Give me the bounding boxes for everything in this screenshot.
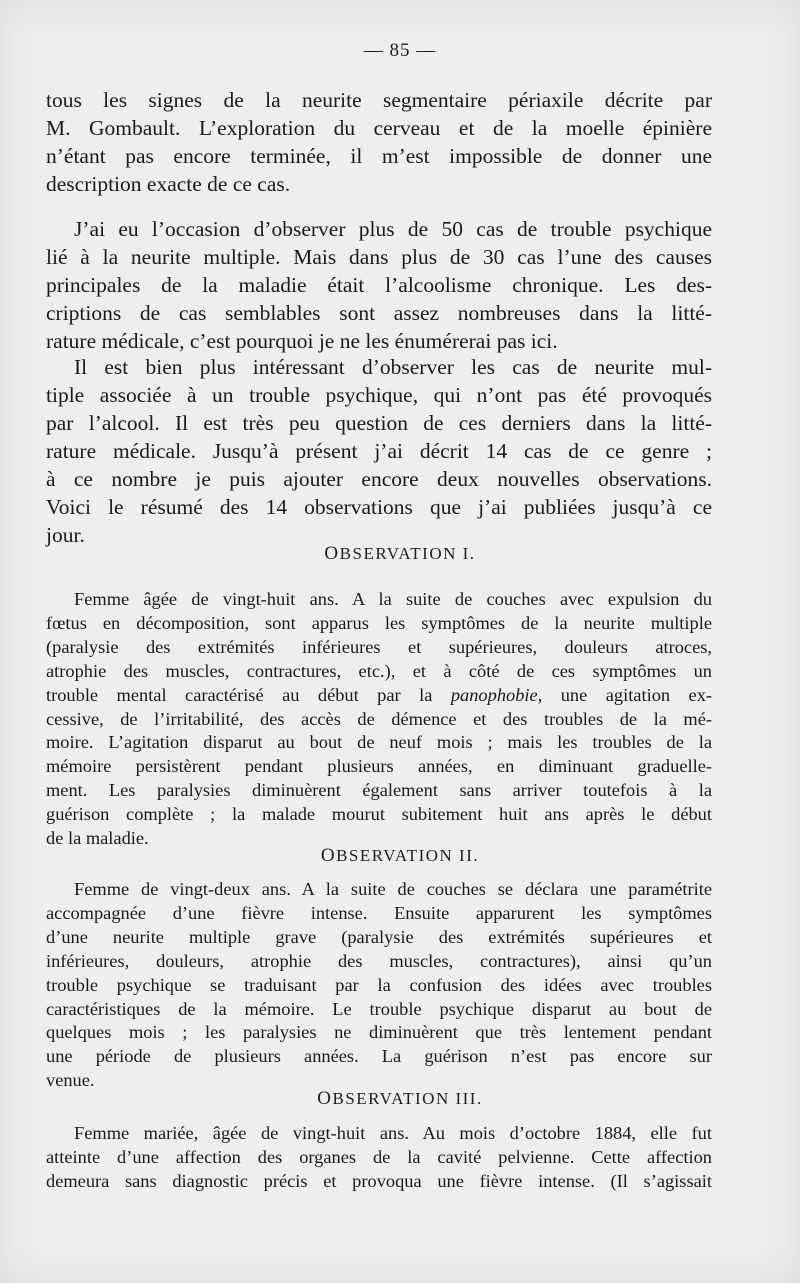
paragraph-1 <box>46 86 712 198</box>
text-line: Femme mariée, âgée de vingt-huit ans. Au mois d’octobre 1884, elle fut <box>74 1123 712 1143</box>
text-line: description exacte de ce cas. <box>46 172 291 196</box>
text-line: M. Gombault. L’exploration du cerveau et de la moelle épinière <box>46 116 712 140</box>
text-line: quelques mois ; les paralysies ne diminuèrent que très lentement pendant <box>46 1022 712 1043</box>
observation-2-heading: OBSERVATION II. <box>320 845 480 866</box>
text-line: venue. <box>46 1070 95 1091</box>
observation-1-heading: OBSERVATION I. <box>324 543 476 564</box>
text-line: à ce nombre je puis ajouter encore deux nouvelles observations. <box>46 467 712 491</box>
observation-3-text <box>46 1122 712 1194</box>
text-line: rature médicale. Jusqu’à présent j’ai décrit 14 cas de ce genre ; <box>46 439 712 463</box>
text-line: (paralysie des extrémités inférieures et supérieures, douleurs atroces, <box>46 636 712 657</box>
text-line-with-italic: trouble mental caractérisé au début par la panophobie, une agitation ex- <box>46 684 713 705</box>
text-line: mémoire persistèrent pendant plusieurs années, en diminuant graduelle- <box>46 756 712 777</box>
text-line: jour. <box>46 523 85 547</box>
text-line: accompagnée d’une fièvre intense. Ensuite apparurent les symptômes <box>46 902 712 923</box>
italic-term: panophobie <box>450 684 538 705</box>
text-line: moire. L’agitation disparut au bout de neuf mois ; mais les troubles de la <box>46 732 712 753</box>
text-line: Femme âgée de vingt-huit ans. A la suite de couches avec expulsion du <box>74 589 712 609</box>
text-line: trouble psychique se traduisant par la confusion des idées avec troubles <box>46 974 712 995</box>
text-line: fœtus en décomposition, sont apparus les symptômes de la neurite multiple <box>46 612 712 633</box>
text-line: Il est bien plus intéressant d’observer les cas de neurite mul- <box>74 355 712 379</box>
paragraph-2 <box>46 215 712 355</box>
text-line: n’étant pas encore terminée, il m’est impossible de donner une <box>46 144 712 168</box>
text-line: tiple associée à un trouble psychique, qui n’ont pas été provoqués <box>46 383 712 407</box>
text-line: d’une neurite multiple grave (paralysie des extrémités supérieures et <box>46 926 712 947</box>
text-line: Voici le résumé des 14 observations que j’ai publiées jusqu’à ce <box>46 495 712 519</box>
text-line: J’ai eu l’occasion d’observer plus de 50 cas de trouble psychique <box>74 217 712 241</box>
text-line: principales de la maladie était l’alcoolisme chronique. Les des- <box>46 273 712 297</box>
text-line: tous les signes de la neurite segmentaire périaxile décrite par <box>46 88 712 112</box>
text-line: cessive, de l’irritabilité, des accès de démence et des troubles de la mé- <box>46 708 712 729</box>
observation-3-heading: OBSERVATION III. <box>317 1088 483 1109</box>
observation-1-text <box>46 588 712 851</box>
text-line: lié à la neurite multiple. Mais dans plus de 30 cas l’une des causes <box>46 245 712 269</box>
text-line: par l’alcool. Il est très peu question de ces derniers dans la litté- <box>46 411 712 435</box>
text-line: atrophie des muscles, contractures, etc.), et à côté de ces symptômes un <box>46 660 712 681</box>
observation-2-text <box>46 878 712 1093</box>
text-line: rature médicale, c’est pourquoi je ne les énumérerai pas ici. <box>46 329 558 353</box>
text-line: de la maladie. <box>46 828 149 849</box>
text-line: Femme de vingt-deux ans. A la suite de couches se déclara une paramétrite <box>74 879 712 899</box>
text-line: atteinte d’une affection des organes de la cavité pelvienne. Cette affection <box>46 1146 712 1167</box>
text-line: caractéristiques de la mémoire. Le trouble psychique disparut au bout de <box>46 998 712 1019</box>
text-line: demeura sans diagnostic précis et provoqua une fièvre intense. (Il s’agissait <box>46 1170 712 1191</box>
page-number: — 85 — <box>363 40 437 61</box>
text-line: criptions de cas semblables sont assez nombreuses dans la litté- <box>46 301 712 325</box>
text-line: inférieures, douleurs, atrophie des muscles, contractures), ainsi qu’un <box>46 950 712 971</box>
text-line: ment. Les paralysies diminuèrent également sans arriver toutefois à la <box>46 780 712 801</box>
paragraph-3 <box>46 353 712 549</box>
text-line: une période de plusieurs années. La guérison n’est pas encore sur <box>46 1046 712 1067</box>
text-line: guérison complète ; la malade mourut subitement huit ans après le début <box>46 804 712 825</box>
